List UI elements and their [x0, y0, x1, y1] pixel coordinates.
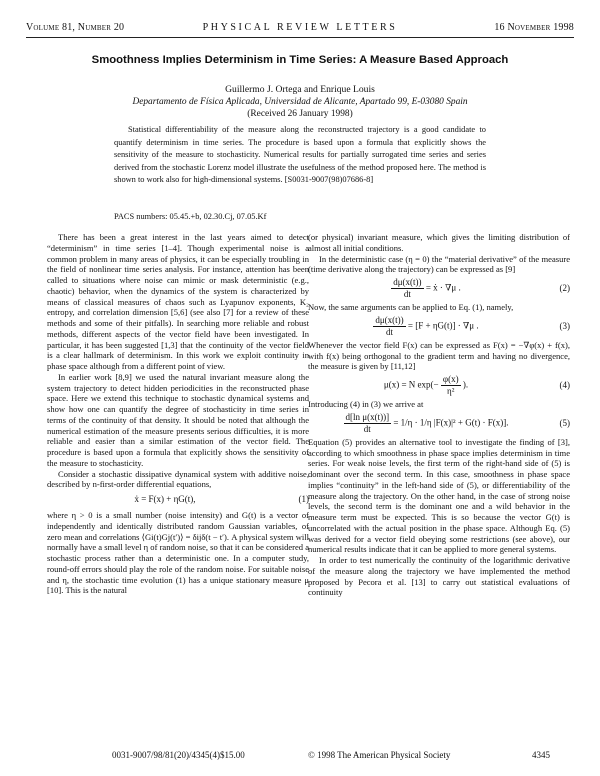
fraction: $\frac{d\mu(x(t))}{dt}$ [375, 314, 404, 337]
page-number: 4345 [532, 750, 550, 760]
fraction: $\frac{\text{d[ln μ(x(t))]}}{dt}$ [345, 411, 390, 434]
equation-5: $\frac{\text{d[ln μ(x(t))]}}{dt}$ = 1/η · 1/η |F(x)|² + G(t) · F(x)]. (5) [345, 411, 570, 434]
right-column [308, 232, 570, 598]
pacs-numbers: PACS numbers: 05.45.+b, 02.30.Cj, 07.05.Kf [114, 212, 267, 221]
paragraph: There has been a great interest in the last years aimed to detect “determinism” in time series [1–4]. Though experimental noise is a common problem in many areas of physics, it can be especially troubling in the field of nonlinear time series analysis. For instance, attention has been called to situations where noise can mimic or mask deterministic (e.g., chaotic) behavior, when the dynamics of the system is characterized by means of classical measures of chaos such as Lyapunov exponents, K₂ entropy, and correlation dimension [5,6] (see also [7] for a review of these methods and some of their pitfalls). In searching more reliable and robust methods, different aspects of the vector field have been investigated. In particular, it has been suggested [1,3] that the continuity of the vector field is a clear hallmark of determinism. In this work we exploit continuity in phase space although from a different point of view. [47, 232, 309, 371]
affiliation: Departamento de Física Aplicada, Universidad de Alicante, Apartado 99, E-03080 Spain [132, 97, 468, 107]
abstract: Statistical differentiability of the measure along the reconstructed trajectory is a good candidate to quantify determinism in time series. The procedure is based upon a formula that explicitly shows the sensitivity of the measure to stochasticity. Numerical results for partially surrogated time series and series derived from the stochastic Lorenz model illustrate the usefulness of the method proposed here. The method is shown to work also for high-dimensional systems. [S0031-9007(98)07686-8] [114, 125, 486, 184]
paragraph: Equation (5) provides an alternative tool to investigate the finding of [3], according to which smoothness in phase space implies determinism in time series. For weak noise levels, the first term of the right-hand side of (5) is dominant over the second term. In this case, smoothness in phase space implies “continuity” in the left-hand side of (5), or differentiability of the measure along the trajectory. On the other hand, in the case of strong noise levels, the second term is the dominant one and a wild behavior in the measure term must be expected. This is so because the vector G(t) is uncorrelated with the actual position in the phase space. Although Eq. (5) was derived for a vector field obeying some restrictions (see above), our numerical results indicate that it can be applied to more general systems. [308, 436, 570, 555]
paragraph: Introducing (4) in (3) we arrive at [308, 399, 424, 409]
page-footer [0, 750, 600, 764]
paragraph: Now, the same arguments can be applied to Eq. (1), namely, [308, 302, 514, 312]
equation-2: $\frac{d\mu(x(t))}{dt}$ = ẋ · ∇μ . (2) [393, 277, 570, 299]
fraction: $\frac{d\mu(x(t))}{dt}$ [393, 277, 422, 299]
journal-name: PHYSICAL REVIEW LETTERS [202, 22, 398, 33]
copyright: © 1998 The American Physical Society [308, 750, 451, 760]
issue-date: 16 November 1998 [494, 22, 574, 33]
left-column [47, 232, 309, 596]
paragraph: (or physical) invariant measure, which gives the limiting distribution of almost all initial conditions. [308, 232, 570, 253]
received-date: (Received 26 January 1998) [247, 109, 353, 119]
equation-number: (1) [298, 494, 309, 504]
fraction: $\frac{\varphi(x)}{\text{η²}}$ [442, 374, 459, 396]
equation-3: $\frac{d\mu(x(t))}{dt}$ = [F + ηG(t)] · ∇μ . (3) [375, 314, 570, 337]
equation-expression: ẋ = F(x) + ηG(t), [134, 494, 196, 504]
paragraph: In earlier work [8,9] we used the natural invariant measure along the system trajectory to detect hidden periodicities in the reconstructed phase space. Here we extend this technique to stochastic dynamical systems and show how one can quantify the degree of stochasticity in time series in terms of the continuity of that density. It should be noted that although the numerical estimation of the measure presents serious difficulties, it is more reliable and easier than a similar estimation of the vector field. The procedure is based upon a formula that explicitly shows the sensitivity of the measure to stochasticity. [47, 371, 309, 468]
volume-number: Volume 81, Number 20 [26, 22, 125, 33]
equation-number: (5) [559, 417, 570, 428]
equation-1 [47, 490, 309, 510]
equation-number: (4) [559, 380, 570, 390]
paragraph: In order to test numerically the continuity of the logarithmic derivative of the measure along the trajectory we have implemented the method proposed by Pecora et al. [13] to carry out statistical evaluations of continuity [308, 555, 570, 598]
header-rule [26, 37, 574, 38]
equation-number: (2) [559, 283, 570, 293]
running-header [26, 22, 574, 36]
equation-4: μ(x) = N exp(− $\frac{\varphi(x)}{\text{η²}}$ ). (4) [383, 374, 570, 396]
paragraph: Consider a stochastic dissipative dynamical system with additive noise, described by n-first-order differential equations, [47, 468, 309, 490]
paragraph: Whenever the vector field F(x) can be expressed as F(x) = −∇φ(x) + f(x), with f(x) being orthogonal to the gradient term and having no divergence, the measure is given by [11,12] [308, 339, 570, 372]
author-list: Guillermo J. Ortega and Enrique Louis [225, 84, 375, 95]
paragraph: where η > 0 is a small number (noise intensity) and G(t) is a vector of independently and identically distributed random Gaussian variables, of zero mean and correlations ⟨Gi(t)Gj(t′)⟩ = δijδ(t − t′). A physical system will normally have a small level η of random noise, so that it can be considered a stochastic process rather than a deterministic one. In a computer study, round-off errors should play the role of the random noise. For suitable noise and η, the stochastic time evolution (1) has a unique stationary measure μ [10]. This is the natural [47, 510, 309, 596]
article-code: 0031-9007/98/81(20)/4345(4)$15.00 [112, 750, 245, 760]
equation-number: (3) [559, 320, 570, 331]
paragraph: In the deterministic case (η = 0) the “material derivative” of the measure (time derivative along the trajectory) can be expressed as [9] [308, 253, 570, 275]
paper-title: Smoothness Implies Determinism in Time Series: A Measure Based Approach [91, 54, 509, 66]
